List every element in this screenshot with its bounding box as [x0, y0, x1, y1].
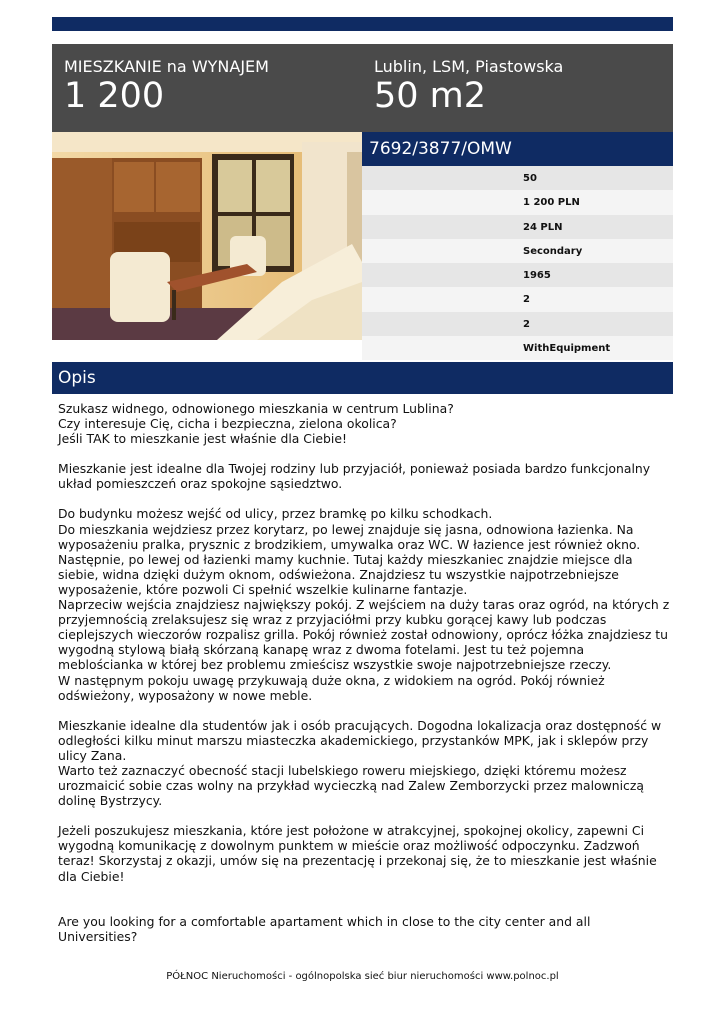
description-paragraph: Szukasz widnego, odnowionego mieszkania w centrum Lublina? [58, 401, 454, 416]
description-paragraph: W następnym pokoju uwagę przykuwają duże okna, z widokiem na ogród. Pokój również odświeżony, wyposażony w nowe meble. [58, 672, 605, 703]
listing-location: Lublin, LSM, Piastowska [374, 57, 564, 76]
description-paragraph: Następnie, po lewej od łazienki mamy kuchnie. Tutaj każdy mieszkaniec znajdzie miejsce dla siebie, widna dzięki dużym oknom, odświeżona. Znajdziesz tu wszystkie najpotrzebniejsze wyposażenie, które pozwoli Ci spełnić wszelkie kulinarne fantazje. [58, 551, 633, 597]
param-row [362, 215, 673, 239]
param-row [362, 312, 673, 336]
footer-text: PÓŁNOC Nieruchomości - ogólnopolska sieć biur nieruchomości www.polnoc.pl [166, 971, 559, 982]
param-row [362, 166, 673, 190]
param-row [362, 190, 673, 214]
description-paragraph: Jeśli TAK to mieszkanie jest właśnie dla Ciebie! [58, 431, 347, 447]
reference-number-bar [362, 132, 673, 166]
param-value: 1965 [523, 270, 551, 281]
listing-area: 50 m2 [374, 76, 487, 116]
description-paragraph: Mieszkanie idealne dla studentów jak i osób pracujących. Dogodna lokalizacja oraz dostępność w odległości kilku minut marszu miasteczka akademickiego, przystanków MPK, jak i sklepów przy ulicy Zana. [58, 717, 662, 763]
listing-price: 1 200 [64, 76, 165, 116]
description-body [58, 401, 670, 944]
param-value: 1 200 PLN [523, 197, 580, 209]
listing-header [52, 44, 673, 132]
listing-type: MIESZKANIE na WYNAJEM [64, 57, 269, 76]
description-paragraph: Warto też zaznaczyć obecność stacji lubelskiego roweru miejskiego, dzięki któremu możesz urozmaicić sobie czas wolny na przykład wycieczką nad Zalew Zemborzycki przez malowniczą dolinę Bystrzycy. [58, 762, 644, 809]
description-paragraph: Czy interesuje Cię, cicha i bezpieczna, zielona okolica? [58, 416, 397, 432]
reference-number: 7692/3877/OMW [369, 139, 512, 159]
top-accent-bar [52, 17, 673, 31]
description-paragraph: Naprzeciw wejścia znajdziesz największy pokój. Z wejściem na duży taras oraz ogród, na których z przyjemnością zrelaksujesz się wraz z przyjaciółmi przy kubku gorącej kawy lub podczas cieplejszych wieczorów rozpalisz grilla. Pokój również został odnowiony, oprócz łóżka znajdziesz tu wygodną stylową białą skórzaną kanapę wraz z dwoma fotelami. Jest tu też pojemna meblościanka w której bez problemu zmieścisz wszystkie swoje najpotrzebniejsze rzeczy. [58, 597, 670, 673]
param-row [362, 239, 673, 263]
description-section-header [52, 362, 673, 394]
param-value: 50 [523, 173, 537, 184]
param-value: 24 PLN [523, 221, 563, 233]
description-paragraph: Jeżeli poszukujesz mieszkania, które jest położone w atrakcyjnej, spokojnej okolicy, zapewni Ci wygodną komunikację z dowolnym punktem w mieście oraz możliwość odpoczynku. Zadzwoń teraz! Skorzystaj z okazji, umów się na prezentację i przekonaj się, że to mieszkanie jest właśnie dla Ciebie! [58, 823, 657, 884]
apartment-photo [52, 132, 362, 340]
param-row [362, 263, 673, 287]
param-value: 2 [523, 318, 530, 330]
description-paragraph: Do budynku możesz wejść od ulicy, przez bramkę po kilku schodkach. [58, 506, 493, 522]
param-value: WithEquipment [523, 342, 611, 354]
description-paragraph: Are you looking for a comfortable apartament which in close to the city center and all Universities? [58, 913, 591, 944]
section-title: Opis [58, 368, 96, 388]
param-row [362, 287, 673, 311]
description-paragraph: Mieszkanie jest idealne dla Twojej rodziny lub przyjaciół, ponieważ posiada bardzo funkcjonalny układ pomieszczeń oraz spokojne sąsiedztwo. [58, 461, 651, 492]
param-value: 2 [523, 294, 530, 306]
property-params-table [362, 166, 673, 360]
param-value: Secondary [523, 245, 583, 257]
param-row [362, 336, 673, 360]
description-paragraph: Do mieszkania wejdziesz przez korytarz, po lewej znajduje się jasna, odnowiona łazienka. Na wyposażeniu pralka, prysznic z brodzikiem, umywalka oraz WC. W łazience jest również okno. [58, 521, 641, 552]
